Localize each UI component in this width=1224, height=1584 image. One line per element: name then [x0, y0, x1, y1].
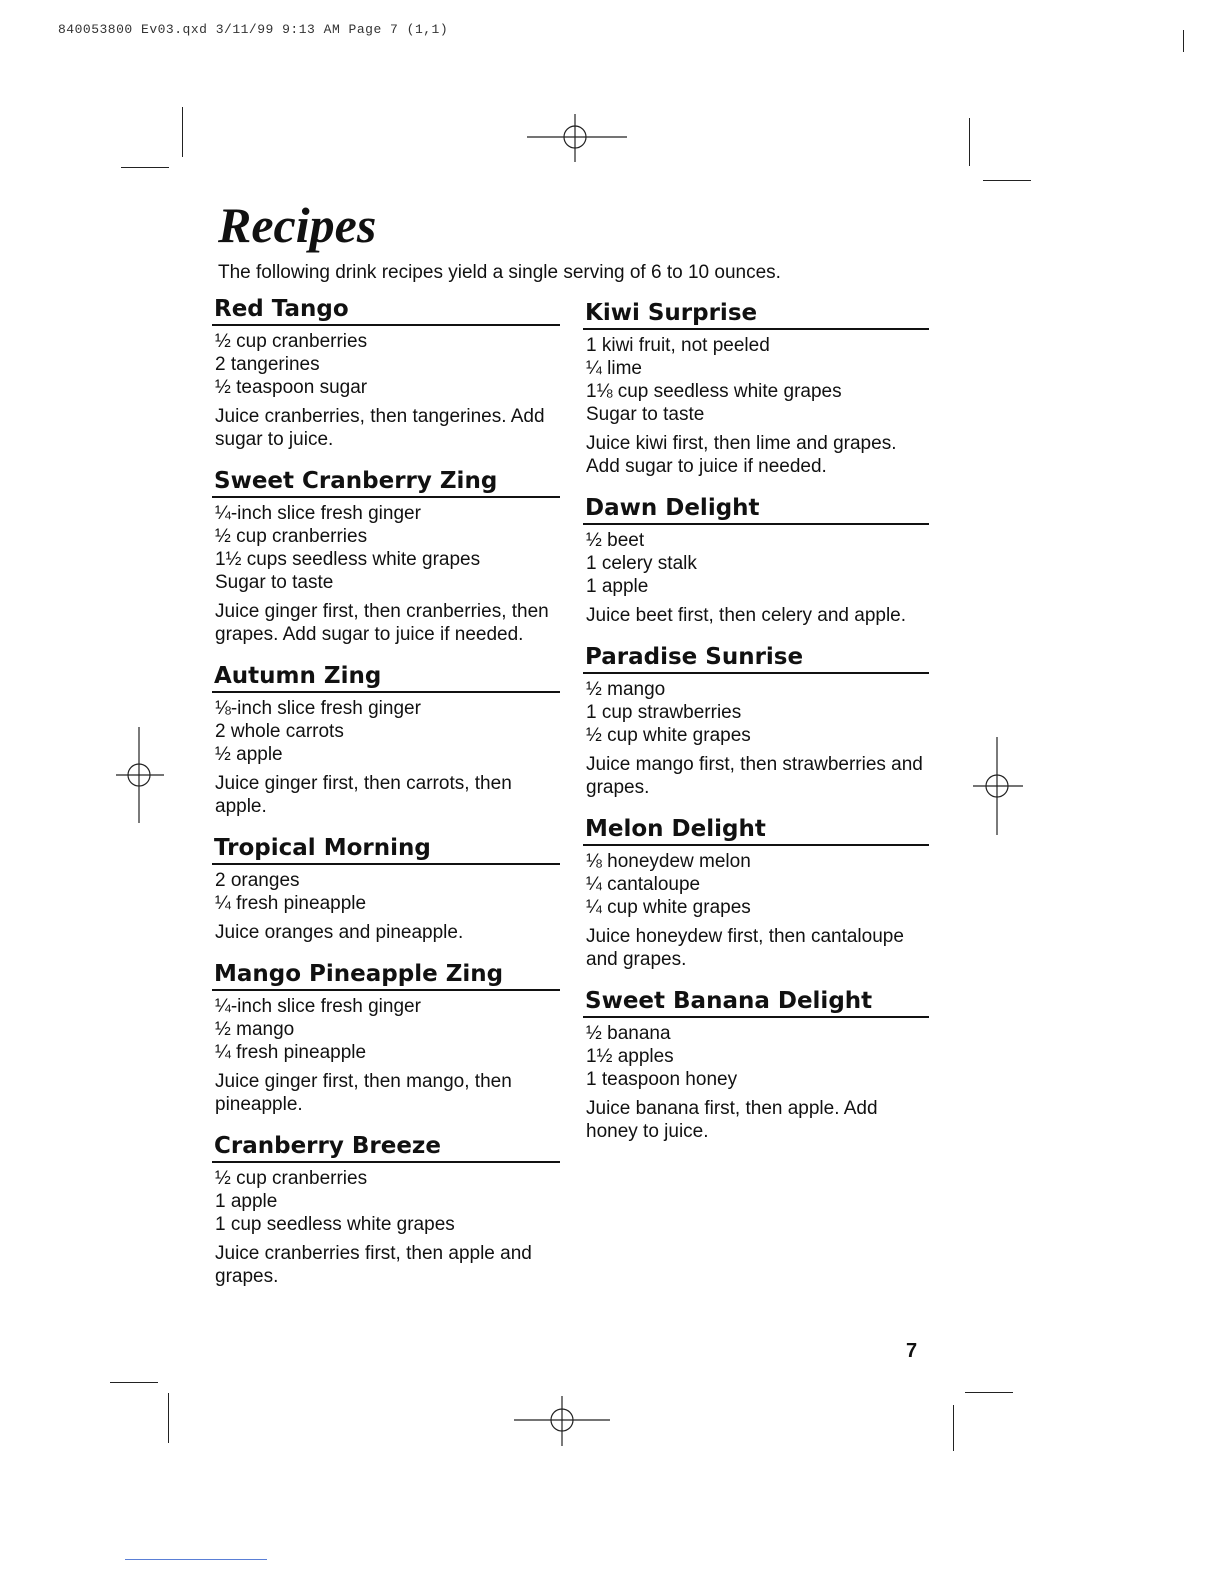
page-number: 7: [906, 1340, 918, 1362]
crop-mark-top-left-h: [121, 167, 169, 168]
ingredient-item: 2 tangerines: [215, 354, 320, 375]
tick-mark-top-right: [1183, 30, 1184, 52]
recipe-title: Cranberry Breeze: [212, 1133, 560, 1163]
recipe-instructions: Juice mango first, then strawberries and grapes.: [586, 754, 923, 798]
recipe-instructions: Juice cranberries, then tangerines. Add sugar to juice.: [215, 406, 545, 450]
recipe-card: [212, 296, 560, 451]
recipe-instructions: Juice cranberries first, then apple and grapes.: [215, 1243, 532, 1287]
ingredient-item: ½ cup cranberries: [215, 526, 368, 547]
ingredient-list: [212, 697, 560, 766]
recipe-instructions: Juice beet first, then celery and apple.: [586, 605, 907, 626]
bottom-rule: [125, 1559, 267, 1560]
ingredient-item: ½ teaspoon sugar: [215, 377, 368, 398]
crop-mark-bottom-left-h: [110, 1382, 158, 1383]
ingredient-item: ½ mango: [586, 679, 666, 700]
recipe-card: [583, 816, 929, 971]
ingredient-item: 1 teaspoon honey: [586, 1069, 738, 1090]
ingredient-item: ¼ fresh pineapple: [215, 1042, 367, 1063]
ingredient-item: ½ cup cranberries: [215, 1168, 368, 1189]
ingredient-item: ½ beet: [586, 530, 645, 551]
ingredient-list: [583, 529, 929, 598]
ingredient-list: [583, 334, 929, 426]
recipe-title: Sweet Banana Delight: [583, 988, 929, 1018]
ingredient-item: 1½ cups seedless white grapes: [215, 549, 481, 570]
intro-text: The following drink recipes yield a single serving of 6 to 10 ounces.: [218, 262, 781, 283]
recipe-title: Melon Delight: [583, 816, 929, 846]
recipe-instructions: Juice kiwi first, then lime and grapes. Add sugar to juice if needed.: [586, 433, 897, 477]
registration-mark-top-icon: [527, 114, 627, 162]
recipe-instructions: Juice honeydew first, then cantaloupe and grapes.: [586, 926, 904, 970]
ingredient-list: [212, 1167, 560, 1236]
ingredient-item: ¼ lime: [586, 358, 642, 379]
crop-mark-bottom-right-v: [953, 1405, 954, 1451]
recipe-instructions: Juice ginger first, then cranberries, then grapes. Add sugar to juice if needed.: [215, 601, 549, 645]
recipe-instructions: Juice banana first, then apple. Add honey to juice.: [586, 1098, 878, 1142]
ingredient-item: 1 celery stalk: [586, 553, 697, 574]
registration-mark-bottom-icon: [514, 1396, 610, 1446]
ingredient-item: ½ cup white grapes: [586, 725, 751, 746]
recipe-title: Mango Pineapple Zing: [212, 961, 560, 991]
ingredient-item: 1 apple: [586, 576, 649, 597]
recipes-left-column: [212, 296, 560, 1305]
ingredient-list: [212, 995, 560, 1064]
page-title: Recipes: [218, 197, 377, 253]
recipe-card: [212, 468, 560, 646]
ingredient-list: [212, 502, 560, 594]
recipe-title: Paradise Sunrise: [583, 644, 929, 674]
recipe-title: Dawn Delight: [583, 495, 929, 525]
recipe-card: [212, 961, 560, 1116]
registration-mark-right-icon: [973, 737, 1023, 835]
ingredient-item: ¼-inch slice fresh ginger: [215, 503, 421, 524]
ingredient-item: 1⅛ cup seedless white grapes: [586, 381, 842, 402]
ingredient-item: 1 apple: [215, 1191, 278, 1212]
ingredient-list: [583, 678, 929, 747]
recipe-card: [583, 988, 929, 1143]
registration-mark-left-icon: [116, 727, 164, 823]
ingredient-item: 1 cup strawberries: [586, 702, 742, 723]
ingredient-list: [583, 1022, 929, 1091]
recipe-title: Tropical Morning: [212, 835, 560, 865]
ingredient-item: ½ banana: [586, 1023, 671, 1044]
recipe-title: Kiwi Surprise: [583, 300, 929, 330]
recipe-card: [583, 644, 929, 799]
ingredient-item: 1½ apples: [586, 1046, 674, 1067]
ingredient-item: ½ apple: [215, 744, 283, 765]
ingredient-item: ¼ cup white grapes: [586, 897, 751, 918]
ingredient-item: ½ cup cranberries: [215, 331, 368, 352]
ingredient-list: [212, 330, 560, 399]
ingredient-item: ¼ cantaloupe: [586, 874, 701, 895]
recipe-instructions: Juice ginger first, then mango, then pineapple.: [215, 1071, 512, 1115]
recipe-card: [212, 663, 560, 818]
ingredient-item: ⅛ honeydew melon: [586, 851, 751, 872]
crop-mark-bottom-left-v: [168, 1393, 169, 1443]
recipe-instructions: Juice oranges and pineapple.: [215, 922, 464, 943]
ingredient-item: ¼-inch slice fresh ginger: [215, 996, 421, 1017]
recipe-title: Red Tango: [212, 296, 560, 326]
ingredient-item: ⅛-inch slice fresh ginger: [215, 698, 421, 719]
ingredient-list: [583, 850, 929, 919]
recipe-card: [212, 835, 560, 944]
ingredient-item: ½ mango: [215, 1019, 295, 1040]
ingredient-item: 2 oranges: [215, 870, 300, 891]
crop-mark-top-right-v: [969, 118, 970, 166]
file-info-header: 840053800 Ev03.qxd 3/11/99 9:13 AM Page 7 (1,1): [58, 22, 449, 37]
recipes-right-column: [583, 300, 929, 1160]
crop-mark-bottom-right-h: [965, 1392, 1013, 1393]
recipe-card: [583, 300, 929, 478]
ingredient-item: Sugar to taste: [215, 572, 334, 593]
crop-mark-top-left-v: [182, 107, 183, 157]
ingredient-item: 2 whole carrots: [215, 721, 344, 742]
ingredient-item: 1 cup seedless white grapes: [215, 1214, 455, 1235]
recipe-instructions: Juice ginger first, then carrots, then apple.: [215, 773, 512, 817]
recipe-title: Autumn Zing: [212, 663, 560, 693]
ingredient-item: ¼ fresh pineapple: [215, 893, 367, 914]
ingredient-item: Sugar to taste: [586, 404, 705, 425]
crop-mark-top-right-h: [983, 180, 1031, 181]
recipe-card: [583, 495, 929, 627]
recipe-title: Sweet Cranberry Zing: [212, 468, 560, 498]
ingredient-list: [212, 869, 560, 915]
ingredient-item: 1 kiwi fruit, not peeled: [586, 335, 770, 356]
recipe-card: [212, 1133, 560, 1288]
